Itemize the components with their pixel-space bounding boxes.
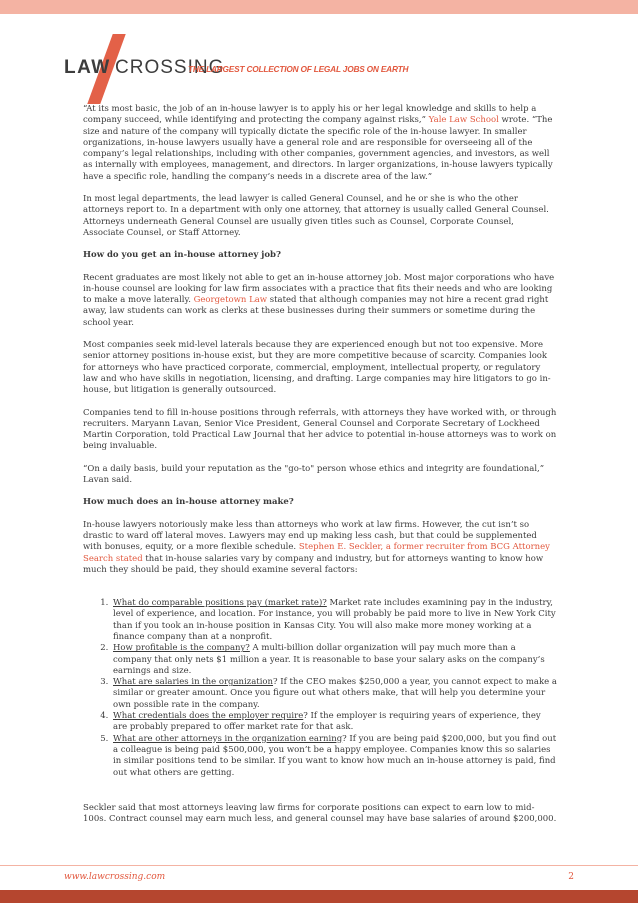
paragraph-mid-level-laterals: Most companies seek mid-level laterals because they are experienced enough but not too expensive. More senior attorney positions in-house exist, but they are more competitive because of scarcity. Companies look for attorneys who have practiced corporate, commercial, employment, intellectual property, or regulatory law and who have skills in negotiation, licensing, and drafting. Large companies may hire litigators to go in-house, but litigation is generally outsourced. <box>83 340 551 396</box>
heading-get-job: How do you get an in-house attorney job? <box>83 250 281 261</box>
list-item-text: ? If the employer is requiring years of experience, they are probably prepared to offer market rate for that ask. <box>113 711 541 733</box>
georgetown-law-link[interactable]: Georgetown Law <box>193 295 268 306</box>
footer-url-link[interactable]: www.lawcrossing.com <box>64 872 166 882</box>
paragraph-seckler-conclusion: Seckler said that most attorneys leaving law firms for corporate positions can expect to earn low to mid-100s. Contract counsel may earn much less, and general counsel may have base salaries of around $200,000. <box>83 802 557 825</box>
list-item <box>111 677 557 711</box>
list-item-text: ? If you are being paid $200,000, but you find out a colleague is being paid $500,000, you won’t be a happy employee. Companies know this so salaries in similar positions tend to be similar. If you want to know how much an in-house attorney is paid, find out what others are getting. <box>113 733 557 778</box>
list-item-text: ? If the CEO makes $250,000 a year, you cannot expect to make a similar or greater amount. Once you figure out what others make, that will help you determine your own possible rate in the company. <box>113 677 557 710</box>
paragraph-lavan-quote: “On a daily basis, build your reputation as the "go-to" person whose ethics and integrity are foundational,” Lavan said. <box>83 463 545 486</box>
paragraph-text: stated that although companies may not hire a recent grad right away, law students can work as clerks at these businesses during their summers or sometime during the school year. <box>83 295 549 328</box>
page-header <box>0 14 638 96</box>
list-item <box>111 711 557 734</box>
paragraph-in-house-pay <box>83 520 557 576</box>
article-body <box>83 104 557 836</box>
paragraph-referrals: Companies tend to fill in-house positions through referrals, with attorneys they have worked with, or through recruiters. Maryann Lavan, Senior Vice President, General Counsel and Corporate Secretary of Lockheed Martin Corporation, told Practical Law Journal that her advice to potential in-house attorneys was to work on being invaluable. <box>83 407 557 452</box>
list-item <box>111 598 557 643</box>
page-number: 2 <box>568 872 574 882</box>
logo-law-text: LAW <box>64 57 111 78</box>
list-item <box>111 643 557 677</box>
salary-factors-list <box>83 598 557 779</box>
yale-law-school-link[interactable]: Yale Law School <box>428 115 499 126</box>
footer-divider <box>0 865 638 866</box>
list-item-link[interactable]: What do comparable positions pay (market rate)? <box>113 598 327 609</box>
seckler-bcg-link[interactable]: Stephen E. Seckler, a former recruiter from BCG Attorney Search stated <box>83 542 550 564</box>
paragraph-text: Recent graduates are most likely not able to get an in-house attorney job. Most major corporations who have in-house counsel are looking for law firm associates with a practice that fits their needs and who are looking to make a move laterally. <box>83 272 555 306</box>
bottom-color-band <box>0 890 638 903</box>
list-item-link[interactable]: What are salaries in the organization <box>113 677 274 688</box>
header-tagline: THE LARGEST COLLECTION OF LEGAL JOBS ON EARTH <box>188 64 409 74</box>
paragraph-text: that in-house salaries vary by company and industry, but for attorneys wanting to know how much they should be paid, they should examine several factors: <box>83 553 544 575</box>
logo-crossing-text: CROSSING <box>115 57 225 78</box>
paragraph-text: “At its most basic, the job of an in-house lawyer is to apply his or her legal knowledge and skills to help a company succeed, while identifying and protecting the company against risks,” <box>83 104 537 126</box>
heading-salary: How much does an in-house attorney make? <box>83 497 294 508</box>
paragraph-text: wrote. “The size and nature of the company will typically dictate the specific role of the in-house lawyer. In smaller organizations, in-house lawyers usually have a general role and are responsible for overseeing all of the company’s legal relationships, including with other companies, government agencies, and investors, as well as internally with employees, management, and directors. In larger organizations, in-house lawyers typically have a specific role, handling the company’s needs in a discrete area of the law.” <box>83 115 553 182</box>
list-item-link[interactable]: What credentials does the employer require <box>113 711 304 722</box>
paragraph-yale-quote <box>83 104 557 183</box>
paragraph-text: In-house lawyers notoriously make less than attorneys who work at law firms. However, the cut isn’t so drastic to ward off lateral moves. Lawyers may end up making less cash, but that could be supplemented with bonuses, equity, or a more flexible schedule. <box>83 519 537 553</box>
list-item-link[interactable]: How profitable is the company? <box>113 643 250 654</box>
list-item-text: A multi-billion dollar organization will pay much more than a company that only nets $1 million a year. It is reasonable to base your salary asks on the company’s earnings and size. <box>113 643 545 676</box>
top-color-band <box>0 0 638 14</box>
list-item <box>111 734 557 779</box>
salary-factors-list-wrap <box>83 587 557 803</box>
list-item-link[interactable]: What are other attorneys in the organization earning <box>113 733 343 744</box>
paragraph-general-counsel: In most legal departments, the lead lawyer is called General Counsel, and he or she is who the other attorneys report to. In a department with only one attorney, that attorney is usually called General Counsel. Attorneys underneath General Counsel are usually given titles such as Counsel, Corporate Counsel, Associate Counsel, or Staff Attorney. <box>83 194 549 238</box>
list-item-text: Market rate includes examining pay in the industry, level of experience, and location. For instance, you will probably be paid more to live in New York City than if you took an in-house position in Kansas City. You will also make more money working at a finance company than at a nonprofit. <box>113 598 556 642</box>
paragraph-recent-graduates <box>83 273 557 329</box>
